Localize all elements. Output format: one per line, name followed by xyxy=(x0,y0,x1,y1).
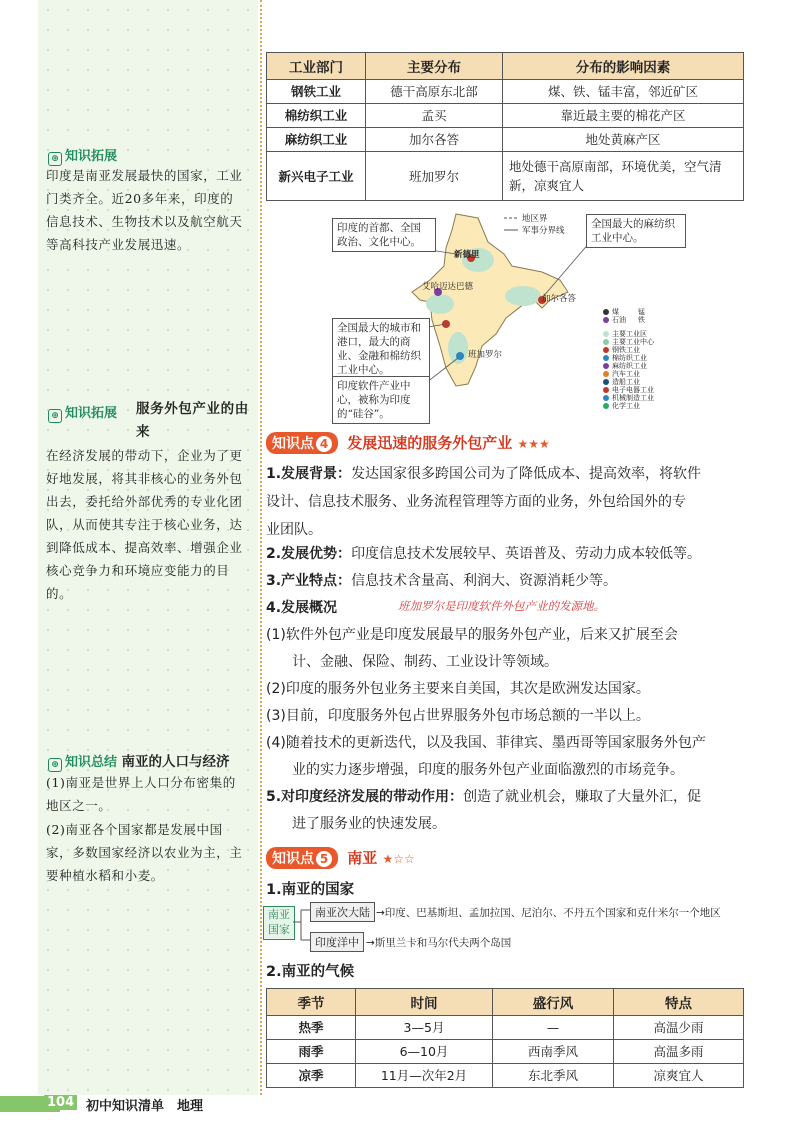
table-cell: 新兴电子工业 xyxy=(267,152,366,201)
table-cell: 棉纺织工业 xyxy=(267,104,366,128)
table-cell: — xyxy=(493,1016,614,1040)
table-cell: 煤、铁、锰丰富，邻近矿区 xyxy=(503,80,744,104)
legend-line-label: 军事分界线 xyxy=(522,226,565,236)
india-industry-map xyxy=(328,208,738,428)
table-cell: 雨季 xyxy=(267,1040,356,1064)
table-cell: 地处德干高原南部，环境优美，空气清新，凉爽宜人 xyxy=(503,152,744,201)
table-cell: 东北季风 xyxy=(493,1064,614,1088)
table-cell: 钢铁工业 xyxy=(267,80,366,104)
legend-iron: 铁 xyxy=(638,316,645,324)
table-cell: 11月—次年2月 xyxy=(356,1064,493,1088)
table-header: 特点 xyxy=(614,989,744,1016)
legend-manganese: 锰 xyxy=(638,308,645,316)
side-box1-title: ⊕ 知识拓展 xyxy=(48,145,117,166)
s4-s4-line2: 业的实力逐步增强，印度的服务外包产业面临激烈的市场竞争。 xyxy=(292,762,684,778)
summary-icon: ⊕ xyxy=(48,758,62,772)
table-header: 分布的影响因素 xyxy=(503,53,744,80)
table-cell: 靠近最主要的棉花产区 xyxy=(503,104,744,128)
table-row xyxy=(267,1040,744,1064)
tree-node-subcontinent: 南亚次大陆 xyxy=(310,902,375,922)
s5-h1: 1.南亚的国家 xyxy=(266,882,355,898)
table-header: 盛行风 xyxy=(493,989,614,1016)
table-cell: 凉爽宜人 xyxy=(614,1064,744,1088)
table-row xyxy=(267,104,744,128)
legend-item: 化学工业 xyxy=(612,402,640,410)
s4-p3: 3.产业特点：信息技术含量高、利润大、资源消耗少等。 xyxy=(266,573,618,589)
table-row xyxy=(267,128,744,152)
table-row xyxy=(267,80,744,104)
table-cell: 西南季风 xyxy=(493,1040,614,1064)
legend-item: 钢铁工业 xyxy=(612,346,640,354)
s4-p1-line3: 业团队。 xyxy=(266,522,322,538)
side-box3-subtitle: 南亚的人口与经济 xyxy=(121,754,230,770)
table-header: 时间 xyxy=(356,989,493,1016)
table-cell: 班加罗尔 xyxy=(366,152,503,201)
s4-p2: 2.发展优势：印度信息技术发展较早、英语普及、劳动力成本较低等。 xyxy=(266,546,702,562)
table-cell: 加尔各答 xyxy=(366,128,503,152)
legend-coal: 煤 xyxy=(612,308,619,316)
difficulty-stars: ★☆☆ xyxy=(382,852,415,866)
city-label-ahmedabad: 艾哈迈达巴德 xyxy=(422,282,474,292)
industry-table xyxy=(266,52,744,201)
side-box3-item1: (1)南亚是世界上人口分布密集的地区之一。 xyxy=(46,775,236,813)
s4-s4-line1: (4)随着技术的更新迭代，以及我国、菲律宾、墨西哥等国家服务外包产 xyxy=(266,735,706,751)
city-label-delhi: 新德里 xyxy=(454,250,480,260)
callout-kolkata: 全国最大的麻纺织工业中心。 xyxy=(586,214,686,248)
page-number: 104 xyxy=(44,1095,77,1110)
legend-item: 棉纺织工业 xyxy=(612,354,647,362)
s4-s1-line2: 计、金融、保险、制药、工业设计等领域。 xyxy=(292,654,558,670)
table-header: 工业部门 xyxy=(267,53,366,80)
s4-p5-line2: 进了服务业的快速发展。 xyxy=(292,816,446,832)
tree-root: 南亚国家 xyxy=(263,906,295,940)
table-header: 主要分布 xyxy=(366,53,503,80)
s4-p5-line1: 5.对印度经济发展的带动作用：创造了就业机会，赚取了大量外汇，促 xyxy=(266,789,702,805)
page-footer xyxy=(0,1094,800,1116)
expand-icon: ⊕ xyxy=(48,152,62,166)
s4-p1-line2: 设计、信息技术服务、业务流程管理等方面的业务，外包给国外的专 xyxy=(266,494,686,510)
side-box2-text: 在经济发展的带动下，企业为了更好地发展，将其非核心的业务外包出去，委托给外部优秀的专业化团队，从而使其专注于核心业务，达到降低成本、提高效率、增强企业核心竞争力和环境应变能力的目的。 xyxy=(46,448,243,601)
legend-item: 电子电器工业 xyxy=(612,386,654,394)
s4-s1-line1: (1)软件外包产业是印度发展最早的服务外包产业，后来又扩展至会 xyxy=(266,627,678,643)
s4-p4-label: 4.发展概况 xyxy=(266,600,338,616)
table-cell: 麻纺织工业 xyxy=(267,128,366,152)
table-cell: 高温多雨 xyxy=(614,1040,744,1064)
tree-text-subcontinent: →印度、巴基斯坦、孟加拉国、尼泊尔、不丹五个国家和克什米尔一个地区 xyxy=(376,907,721,919)
sidebar-divider xyxy=(260,0,262,1095)
side-box3-item2: (2)南亚各个国家都是发展中国家，多数国家经济以农业为主，主要种植水稻和小麦。 xyxy=(46,822,243,883)
tree-node-ocean: 印度洋中 xyxy=(310,932,364,952)
climate-table xyxy=(266,988,744,1088)
table-cell: 热季 xyxy=(267,1016,356,1040)
table-row xyxy=(267,1064,744,1088)
side-box2-title: ⊕ 知识拓展 xyxy=(48,402,117,423)
table-header: 季节 xyxy=(267,989,356,1016)
side-box1-text: 印度是南亚发展最快的国家，工业门类齐全。近20多年来，印度的信息技术、生物技术以及航空航天等高科技产业发展迅速。 xyxy=(46,168,243,252)
table-cell: 地处黄麻产区 xyxy=(503,128,744,152)
callout-delhi: 印度的首都、全国政治、文化中心。 xyxy=(332,218,436,252)
section4-heading xyxy=(266,432,550,454)
table-cell: 凉季 xyxy=(267,1064,356,1088)
table-header-row xyxy=(267,53,744,80)
table-cell: 高温少雨 xyxy=(614,1016,744,1040)
section-number: 4 xyxy=(316,436,332,452)
table-row xyxy=(267,1016,744,1040)
callout-bangalore: 印度软件产业中心，被称为印度的“硅谷”。 xyxy=(332,376,430,424)
s4-p1-line1: 1.发展背景：发达国家很多跨国公司为了降低成本、提高效率，将软件 xyxy=(266,466,702,482)
industrial-zone xyxy=(426,294,454,314)
difficulty-stars: ★★★ xyxy=(517,437,550,451)
table-row xyxy=(267,152,744,201)
legend-item: 汽车工业 xyxy=(612,370,640,378)
section5-title: 南亚 xyxy=(347,849,378,867)
legend-oil: 石油 xyxy=(612,316,626,324)
side-box3-title: ⊕ 知识总结 南亚的人口与经济 xyxy=(48,750,230,772)
s5-h2: 2.南亚的气候 xyxy=(266,964,355,980)
legend-item: 麻纺织工业 xyxy=(612,362,647,370)
legend-item: 机械制造工业 xyxy=(612,394,654,402)
handwritten-note: 班加罗尔是印度软件外包产业的发源地。 xyxy=(398,599,605,613)
table-cell: 孟买 xyxy=(366,104,503,128)
callout-mumbai: 全国最大的城市和港口，最大的商业、金融和棉纺织工业中心。 xyxy=(332,318,430,380)
side-box2-subtitle: 服务外包产业的由来 xyxy=(136,401,249,440)
s4-s3: (3)目前，印度服务外包占世界服务外包市场总额的一半以上。 xyxy=(266,708,650,724)
s4-s2: (2)印度的服务外包业务主要来自美国，其次是欧洲发达国家。 xyxy=(266,681,650,697)
table-cell: 3—5月 xyxy=(356,1016,493,1040)
tree-text-ocean: →斯里兰卡和马尔代夫两个岛国 xyxy=(366,937,512,949)
section-pill: 知识点 4 xyxy=(266,432,338,454)
legend-item: 主要工业中心 xyxy=(612,338,654,346)
book-title: 初中知识清单 地理 xyxy=(86,1099,204,1114)
table-cell: 德干高原东北部 xyxy=(366,80,503,104)
legend-border-label: 地区界 xyxy=(522,214,548,224)
expand-icon: ⊕ xyxy=(48,409,62,423)
city-label-kolkata: 加尔各答 xyxy=(542,294,577,304)
section-number: 5 xyxy=(316,851,332,867)
city-label-bangalore: 班加罗尔 xyxy=(468,350,503,360)
legend-item: 主要工业区 xyxy=(612,330,647,338)
section4-title: 发展迅速的服务外包产业 xyxy=(347,434,513,452)
section5-heading xyxy=(266,847,415,869)
legend-item: 造船工业 xyxy=(612,378,640,386)
table-header-row xyxy=(267,989,744,1016)
table-cell: 6—10月 xyxy=(356,1040,493,1064)
section-pill: 知识点 5 xyxy=(266,847,338,869)
industrial-zone xyxy=(505,286,541,306)
